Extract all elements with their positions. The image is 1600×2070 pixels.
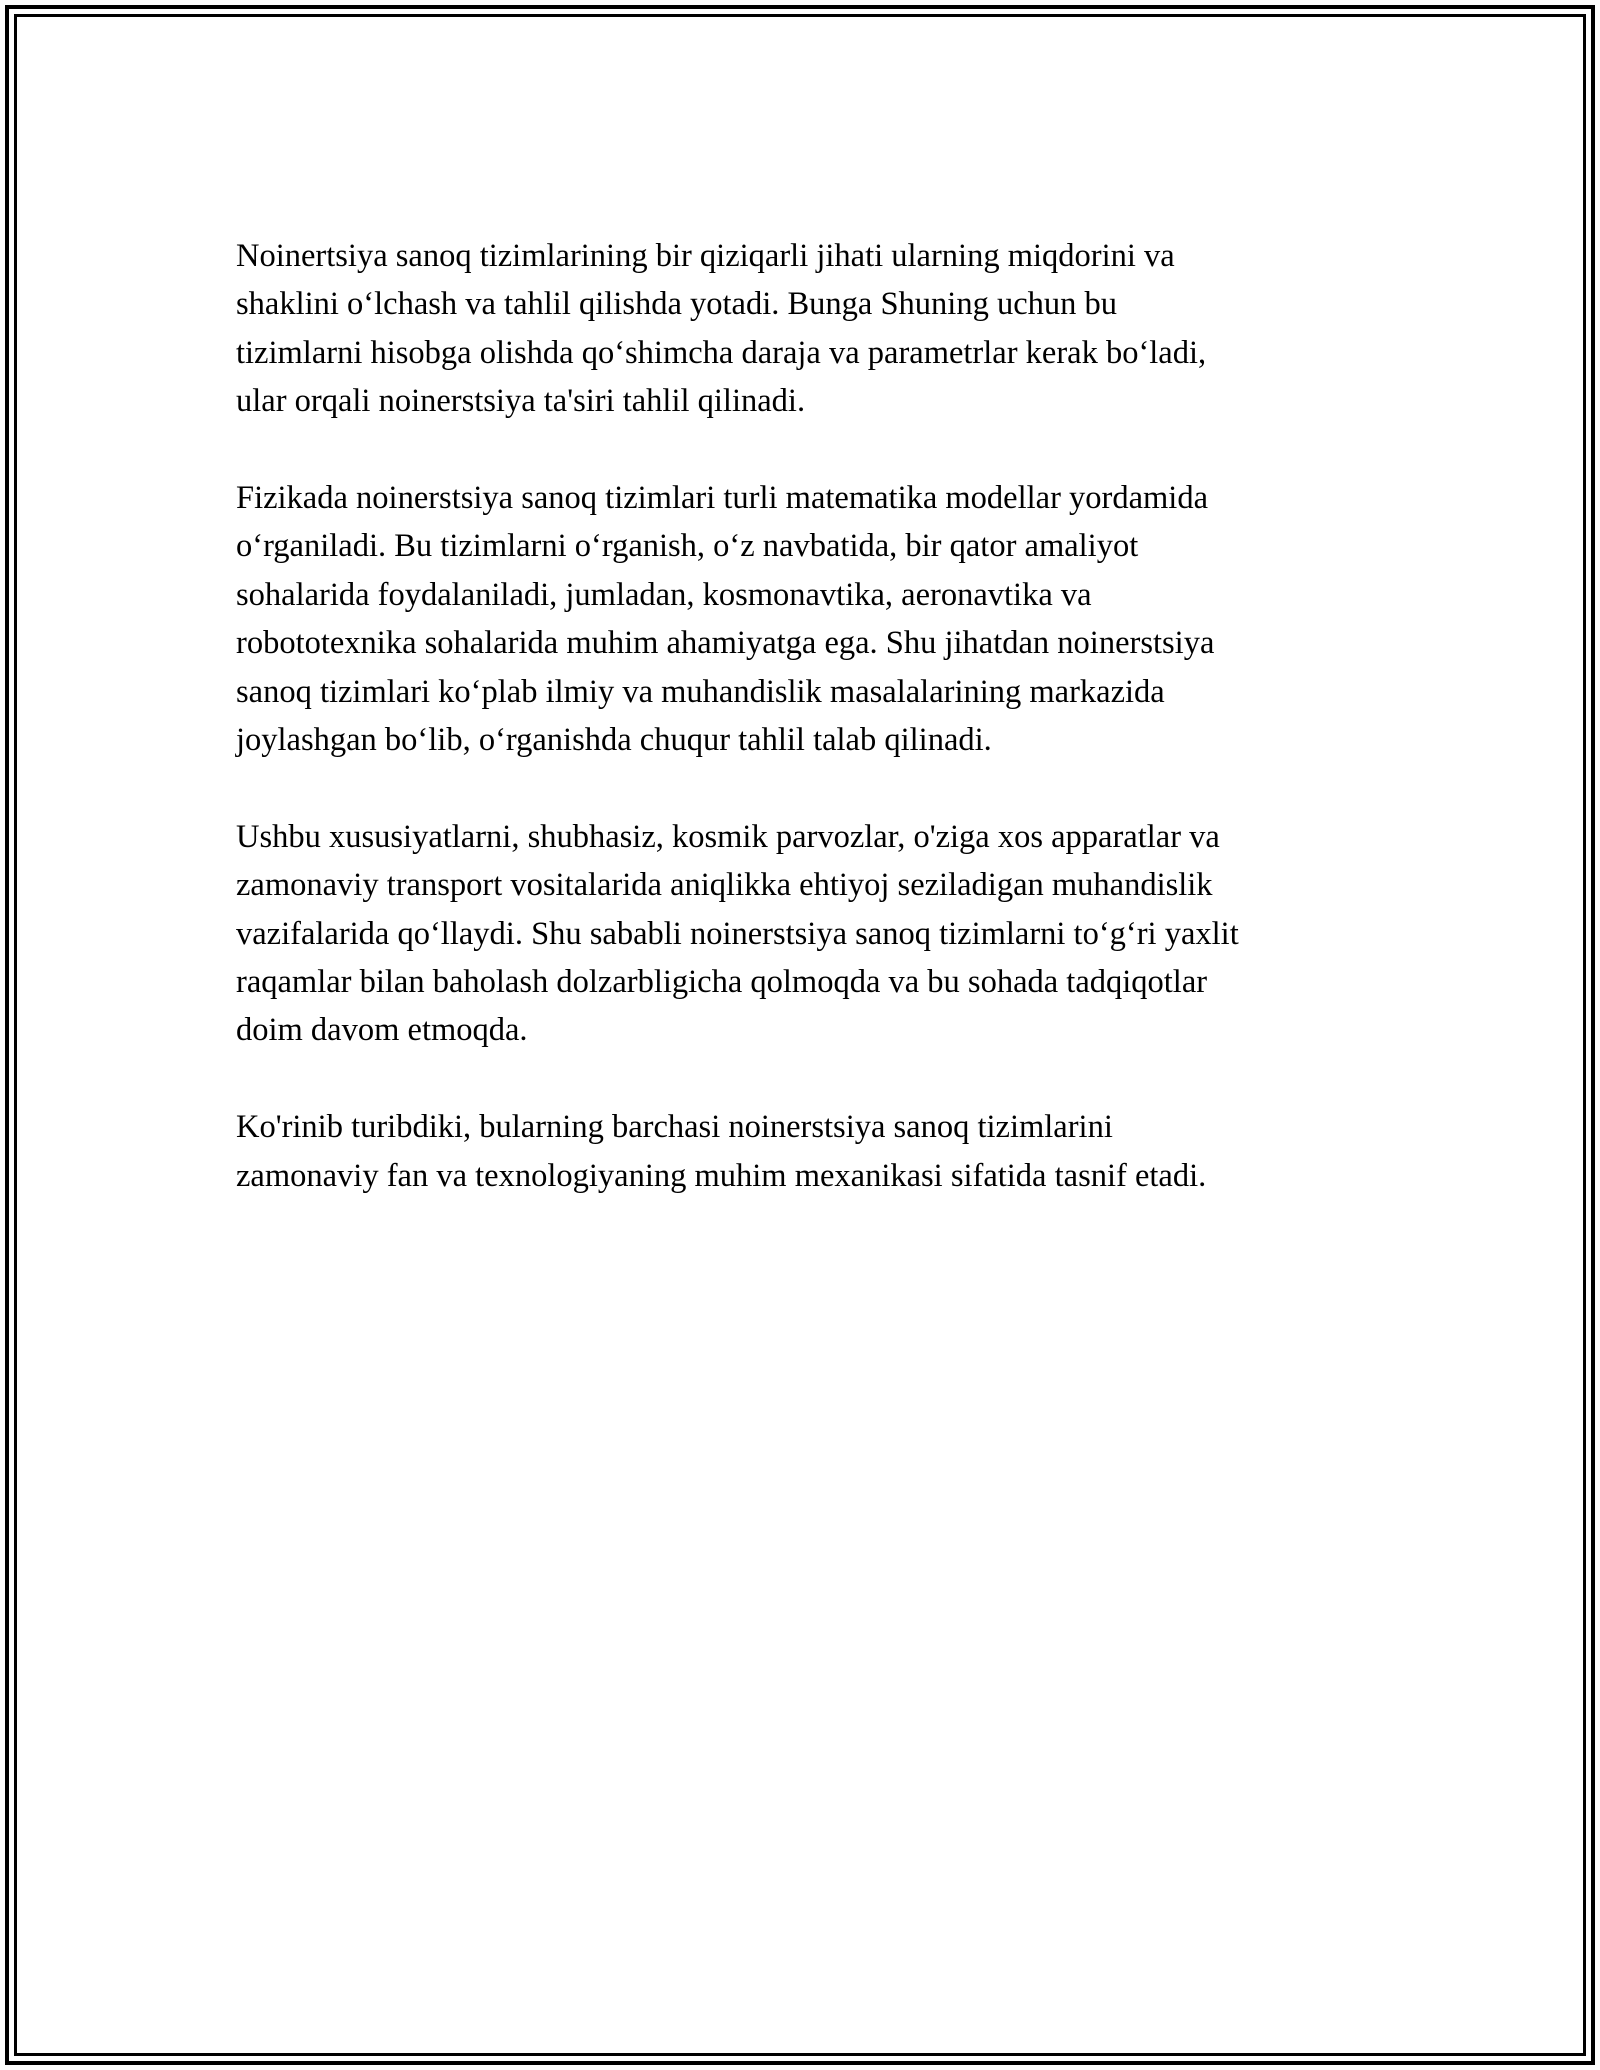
document-body (236, 232, 1386, 1248)
text-line: doim davom etmoqda. (236, 1012, 528, 1049)
text-line: Fizikada noinerstsiya sanoq tizimlari turli matematika modellar yordamida (236, 480, 1209, 517)
paragraph-2 (236, 474, 1386, 764)
text-line: vazifalarida qo‘llaydi. Shu sababli noinerstsiya sanoq tizimlarni to‘g‘ri yaxlit (236, 915, 1239, 952)
text-line: joylashgan bo‘lib, o‘rganishda chuqur tahlil talab qilinadi. (236, 722, 992, 759)
text-line: robototexnika sohalarida muhim ahamiyatga ega. Shu jihatdan noinerstsiya (236, 625, 1215, 662)
text-line: sanoq tizimlari ko‘plab ilmiy va muhandislik masalalarining markazida (236, 673, 1165, 710)
paragraph-4 (236, 1103, 1386, 1200)
text-line: sohalarida foydalaniladi, jumladan, kosmonavtika, aeronavtika va (236, 576, 1092, 613)
text-line: shaklini o‘lchash va tahlil qilishda yotadi. Bunga Shuning uchun bu (236, 286, 1118, 323)
text-line: zamonaviy transport vositalarida aniqlikka ehtiyoj seziladigan muhandislik (236, 867, 1213, 904)
paragraph-1 (236, 232, 1386, 426)
text-line: raqamlar bilan baholash dolzarbligicha qolmoqda va bu sohada tadqiqotlar (236, 964, 1208, 1001)
text-line: tizimlarni hisobga olishda qo‘shimcha daraja va parametrlar kerak bo‘ladi, (236, 334, 1207, 371)
text-line: ular orqali noinerstsiya ta'siri tahlil qilinadi. (236, 383, 806, 420)
text-line: o‘rganiladi. Bu tizimlarni o‘rganish, o‘z navbatida, bir qator amaliyot (236, 528, 1139, 565)
text-line: Noinertsiya sanoq tizimlarining bir qiziqarli jihati ularning miqdorini va (236, 238, 1175, 274)
text-line: Ko'rinib turibdiki, bularning barchasi noinerstsiya sanoq tizimlarini (236, 1109, 1113, 1146)
text-line: zamonaviy fan va texnologiyaning muhim mexanikasi sifatida tasnif etadi. (236, 1157, 1207, 1194)
text-line: Ushbu xususiyatlarni, shubhasiz, kosmik parvozlar, o'ziga xos apparatlar va (236, 818, 1220, 855)
paragraph-3 (236, 813, 1386, 1055)
